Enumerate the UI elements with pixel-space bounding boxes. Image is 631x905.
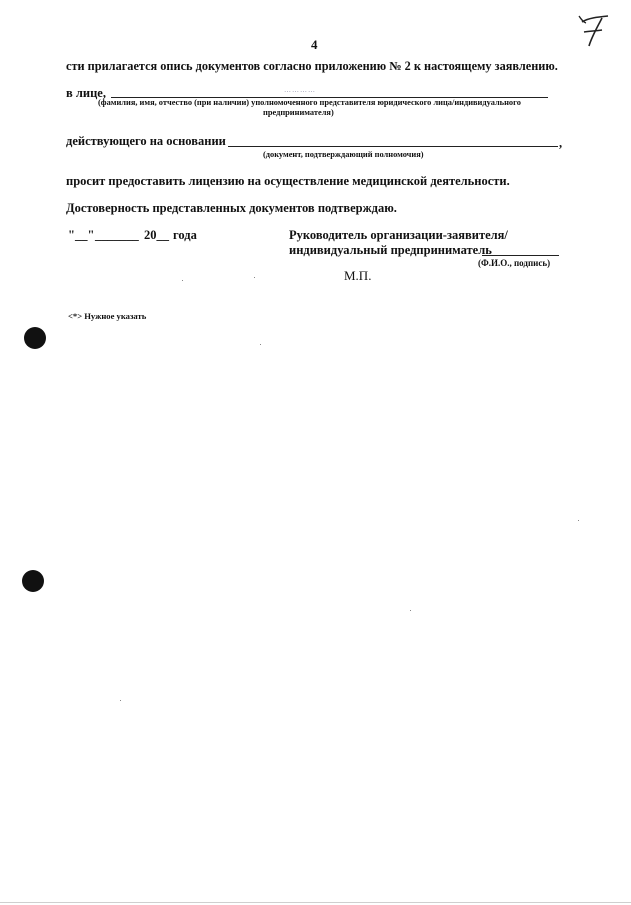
scan-speck [254, 277, 255, 278]
scan-speck [120, 700, 121, 701]
confirm-text: Достоверность представленных документов подтверждаю. [66, 201, 397, 215]
in-person-caption-line2: предпринимателя) [263, 108, 334, 117]
in-person-faint-text: ………… [284, 86, 316, 94]
in-person-caption-line1: (фамилия, имя, отчество (при наличии) уполномоченного представителя юридического лица/индивидуального [98, 98, 521, 107]
scan-speck [182, 280, 183, 281]
handwritten-page-number [572, 8, 616, 52]
date-day-field: "__" [68, 228, 95, 242]
stamp-place: М.П. [344, 268, 372, 283]
signer-caption: (Ф.И.О., подпись) [478, 258, 551, 268]
date-month-field: _______ [95, 228, 139, 242]
basis-comma: , [559, 136, 563, 150]
date-year-field: 20__ [144, 228, 169, 242]
scan-bottom-edge [0, 902, 631, 903]
punch-hole-lower [22, 570, 44, 592]
scan-speck [260, 344, 261, 345]
punch-hole-upper [24, 327, 46, 349]
signer-line-2: индивидуальный предприниматель [289, 243, 492, 257]
scan-speck [578, 520, 579, 521]
signer-line-1: Руководитель организации-заявителя/ [289, 228, 508, 242]
footnote: <*> Нужное указать [68, 311, 147, 321]
request-text: просит предоставить лицензию на осуществление медицинской деятельности. [66, 174, 510, 188]
page-number: 4 [311, 37, 318, 52]
signer-signature-line [482, 255, 559, 256]
date-suffix: года [173, 228, 197, 242]
in-person-label: в лице, [66, 86, 106, 100]
continuation-text: сти прилагается опись документов согласно приложению № 2 к настоящему заявлению. [66, 59, 558, 73]
basis-caption: (документ, подтверждающий полномочия) [263, 150, 424, 159]
basis-label: действующего на основании [66, 134, 226, 148]
scan-speck [410, 610, 411, 611]
basis-field-line [228, 146, 558, 147]
